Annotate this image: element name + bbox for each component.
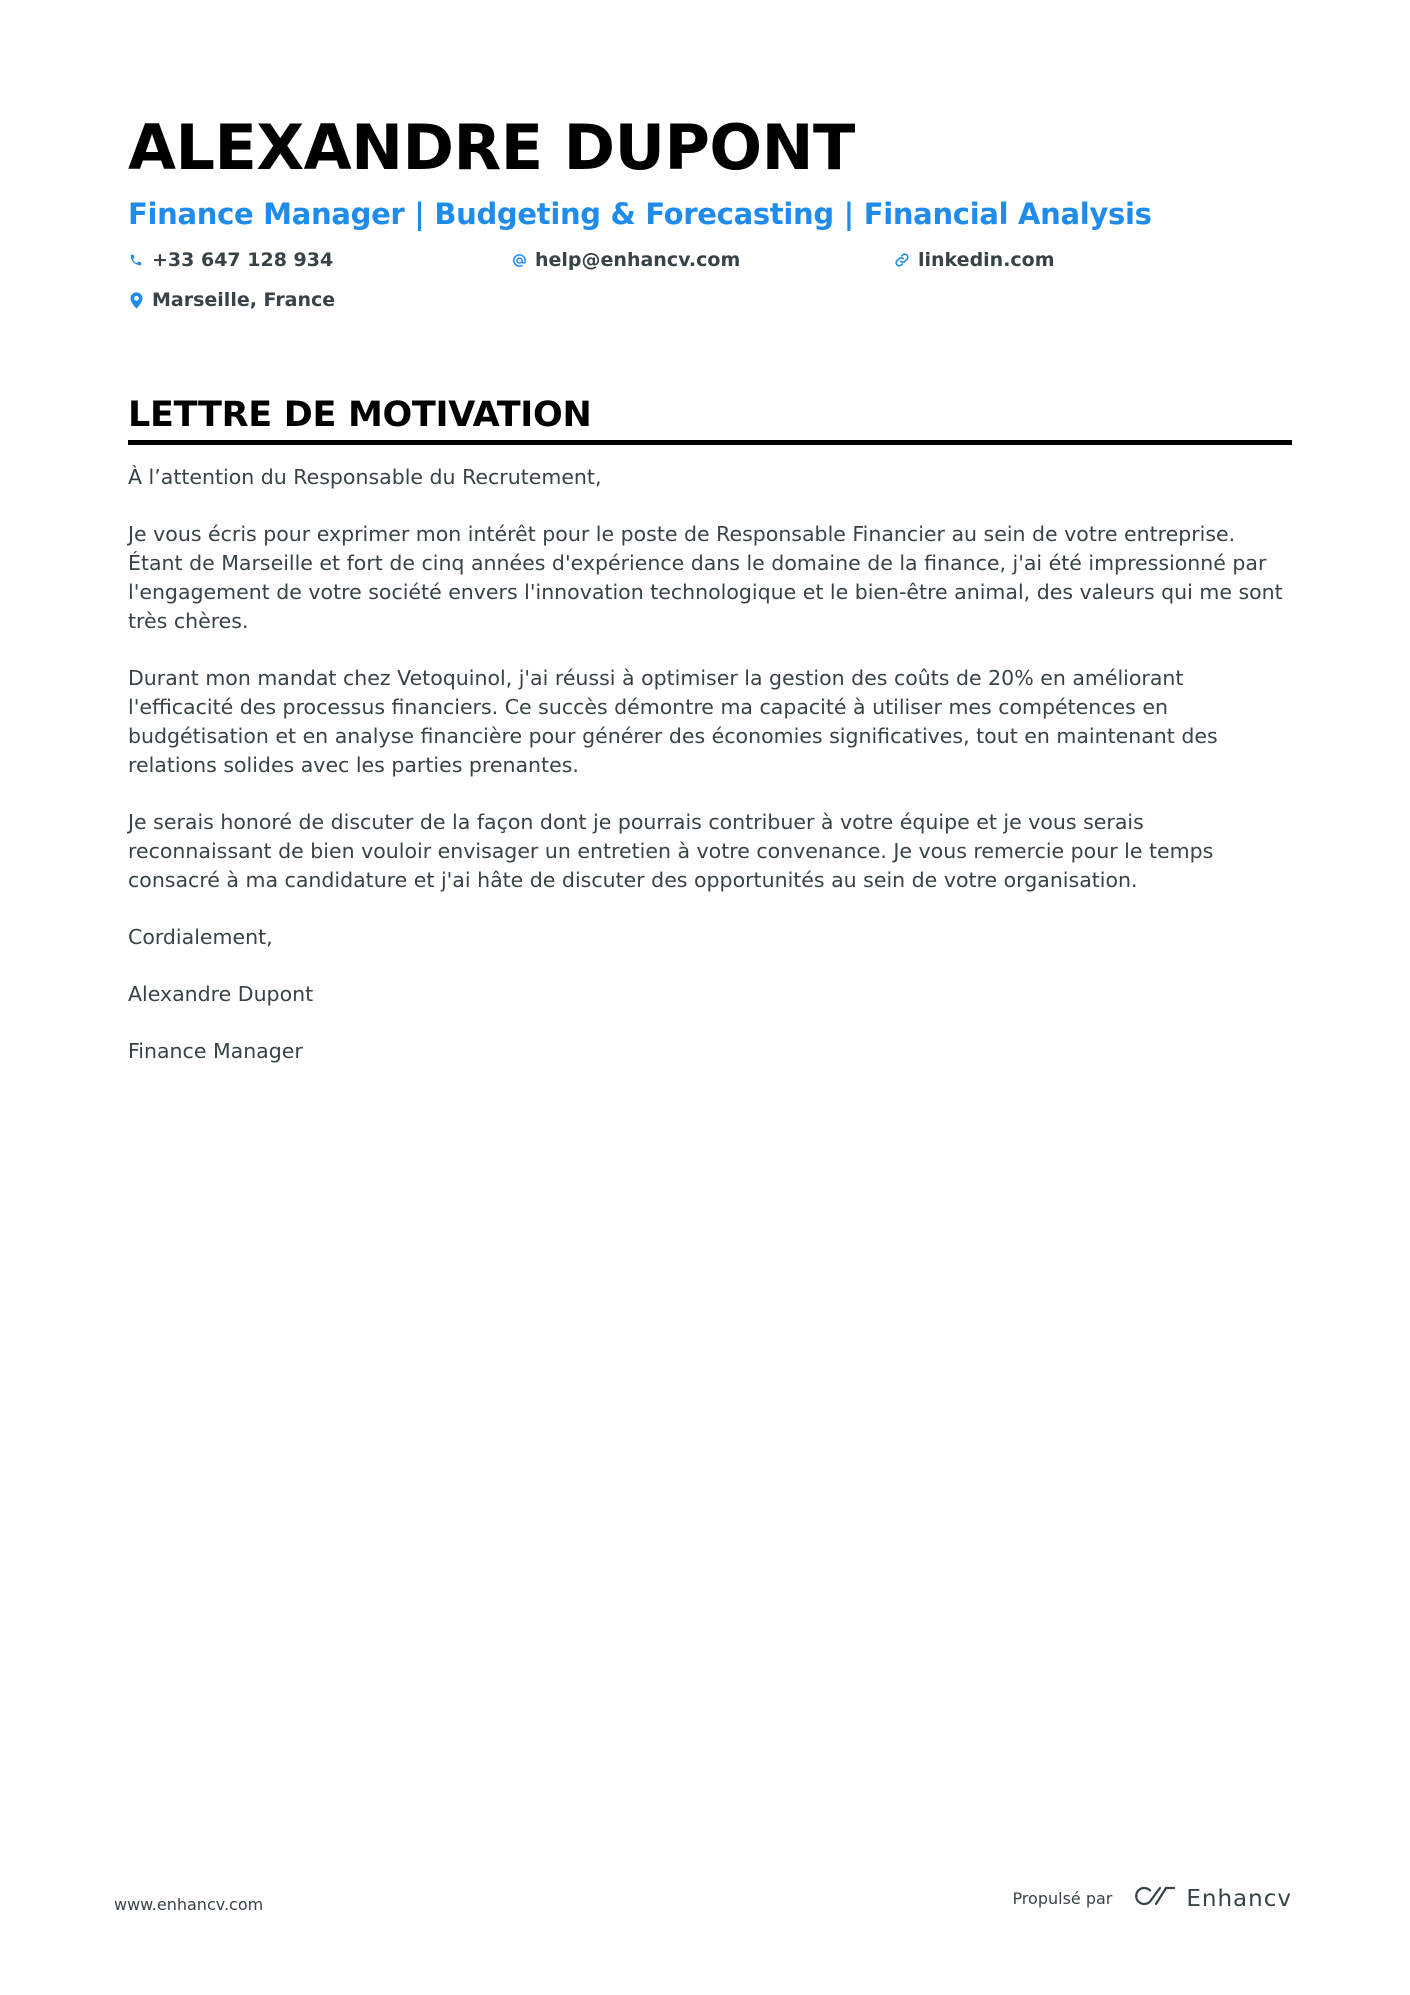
letter-paragraph-1: Je vous écris pour exprimer mon intérêt pour le poste de Responsable Financier au sein de votre entreprise. Étant de Marseille et fort de cinq années d'expérience dans le domaine de la finance, j'ai été impressionné par l'engagement de votre société envers l'innovation technologique et le bien-être animal, des valeurs qui me sont très chères. — [128, 522, 1283, 633]
footer-branding — [1012, 1884, 1292, 1913]
letter-paragraph-3: Je serais honoré de discuter de la façon dont je pourrais contribuer à votre équipe et je vous serais reconnaissant de bien vouloir envisager un entretien à votre convenance. Je vous remercie pour le temps consacré à ma candidature et j'ai hâte de discuter des opportunités au sein de votre organisation. — [128, 810, 1214, 892]
contact-location — [128, 286, 511, 314]
contact-phone — [128, 246, 511, 274]
phone-number: +33 647 128 934 — [152, 249, 334, 271]
letter-closing: Cordialement, — [128, 925, 273, 949]
location: Marseille, France — [152, 289, 336, 311]
contact-email — [511, 246, 894, 274]
enhancv-logo-icon — [1130, 1884, 1176, 1913]
map-pin-icon — [128, 291, 144, 309]
letter-paragraph-2: Durant mon mandat chez Vetoquinol, j'ai réussi à optimiser la gestion des coûts de 20% en améliorant l'efficacité des processus financiers. Ce succès démontre ma capacité à utiliser mes compétences en budgétisation et en analyse financière pour générer des économies significatives, tout en maintenant des relations solides avec les parties prenantes. — [128, 666, 1218, 777]
cover-letter-section — [128, 392, 1292, 1094]
signature-name: Alexandre Dupont — [128, 982, 314, 1006]
brand-name: Enhancv — [1186, 1885, 1292, 1912]
linkedin-link[interactable]: linkedin.com — [918, 249, 1055, 271]
email-address[interactable]: help@enhancv.com — [535, 249, 741, 271]
brand[interactable] — [1130, 1884, 1292, 1913]
at-icon — [511, 251, 527, 269]
contact-list — [128, 246, 1292, 314]
header — [128, 108, 1292, 314]
signature-title: Finance Manager — [128, 1039, 303, 1063]
footer-website[interactable]: www.enhancv.com — [114, 1895, 264, 1914]
letter-salutation: À l’attention du Responsable du Recrutement, — [128, 465, 602, 489]
section-title: LETTRE DE MOTIVATION — [128, 392, 1292, 445]
link-icon — [894, 251, 910, 269]
powered-by-label: Propulsé par — [1012, 1889, 1113, 1908]
phone-icon — [128, 251, 144, 269]
contact-link — [894, 246, 1277, 274]
headline: Finance Manager | Budgeting & Forecasting | Financial Analysis — [128, 197, 1152, 231]
letter-body — [128, 463, 1292, 1066]
candidate-name: ALEXANDRE DUPONT — [128, 111, 855, 184]
